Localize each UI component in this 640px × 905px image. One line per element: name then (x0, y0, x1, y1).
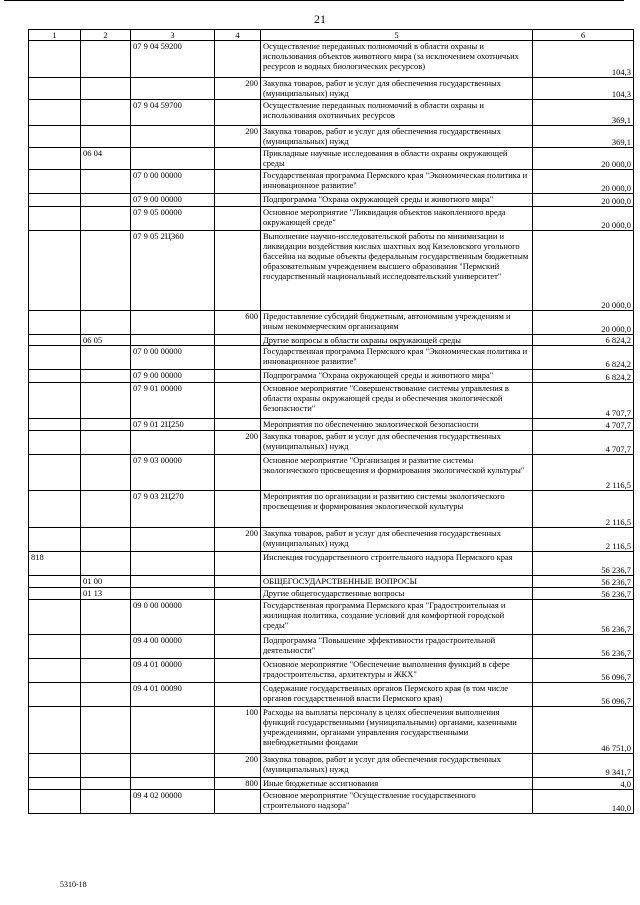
subsection-code-cell (81, 78, 131, 100)
amount-cell: 20 000,0 (533, 148, 634, 170)
description-cell: Закупка товаров, работ и услуг для обеспечения государственных (муниципальных) нужд (261, 431, 533, 455)
description-cell: Закупка товаров, работ и услуг для обеспечения государственных (муниципальных) нужд (261, 754, 533, 778)
subsection-code-cell (81, 100, 131, 126)
expense-type-cell (215, 370, 261, 383)
expense-type-cell: 800 (215, 778, 261, 790)
table-row (29, 778, 634, 790)
expense-type-cell: 200 (215, 431, 261, 455)
description-cell: Подпрограмма "Повышение эффективности градостроительной деятельности" (261, 635, 533, 659)
expense-type-cell (215, 455, 261, 491)
description-cell: Основное мероприятие "Осуществление государственного строительного надзора" (261, 790, 533, 814)
amount-cell: 104,3 (533, 41, 634, 78)
subsection-code-cell (81, 383, 131, 419)
description-cell: Основное мероприятие "Ликвидация объектов накопленного вреда окружающей среде" (261, 207, 533, 231)
amount-cell: 56 236,7 (533, 588, 634, 600)
description-cell: Предоставление субсидий бюджетным, автономным учреждениям и иным некоммерческим организациям (261, 311, 533, 335)
table-row (29, 419, 634, 431)
table-row (29, 335, 634, 346)
subsection-code-cell: 01 13 (81, 588, 131, 600)
section-code-cell (29, 126, 81, 148)
target-article-cell: 07 9 03 2Ц270 (131, 491, 215, 528)
target-article-cell (131, 778, 215, 790)
subsection-code-cell: 01 00 (81, 576, 131, 588)
target-article-cell: 07 9 05 00000 (131, 207, 215, 231)
expense-type-cell: 200 (215, 78, 261, 100)
table-row (29, 754, 634, 778)
subsection-code-cell (81, 126, 131, 148)
target-article-cell: 09 4 01 00000 (131, 659, 215, 683)
table-row (29, 41, 634, 78)
amount-cell: 6 824,2 (533, 370, 634, 383)
target-article-cell: 07 9 04 59700 (131, 100, 215, 126)
section-code-cell (29, 600, 81, 635)
header-cell: 4 (215, 30, 261, 41)
section-code-cell (29, 431, 81, 455)
target-article-cell (131, 78, 215, 100)
table-row (29, 528, 634, 552)
table-row (29, 576, 634, 588)
amount-cell: 56 096,7 (533, 683, 634, 707)
section-code-cell (29, 194, 81, 207)
expense-type-cell (215, 194, 261, 207)
expense-type-cell (215, 588, 261, 600)
subsection-code-cell (81, 491, 131, 528)
page-number: 21 (314, 12, 326, 26)
target-article-cell (131, 754, 215, 778)
section-code-cell (29, 491, 81, 528)
subsection-code-cell (81, 552, 131, 576)
amount-cell: 369,1 (533, 100, 634, 126)
table-row (29, 207, 634, 231)
expense-type-cell (215, 170, 261, 194)
section-code-cell (29, 707, 81, 754)
header-cell: 1 (29, 30, 81, 41)
expense-type-cell (215, 491, 261, 528)
table-row (29, 635, 634, 659)
section-code-cell (29, 335, 81, 346)
header-cell: 2 (81, 30, 131, 41)
subsection-code-cell (81, 778, 131, 790)
target-article-cell: 07 0 00 00000 (131, 170, 215, 194)
subsection-code-cell (81, 455, 131, 491)
description-cell: Государственная программа Пермского края "Экономическая политика и инновационное развитие" (261, 170, 533, 194)
expense-type-cell (215, 383, 261, 419)
expense-type-cell (215, 41, 261, 78)
target-article-cell (131, 588, 215, 600)
subsection-code-cell (81, 170, 131, 194)
expense-type-cell: 200 (215, 126, 261, 148)
amount-cell: 20 000,0 (533, 311, 634, 335)
section-code-cell (29, 754, 81, 778)
section-code-cell (29, 78, 81, 100)
amount-cell: 56 096,7 (533, 659, 634, 683)
description-cell: ОБЩЕГОСУДАРСТВЕННЫЕ ВОПРОСЫ (261, 576, 533, 588)
section-code-cell (29, 383, 81, 419)
section-code-cell (29, 778, 81, 790)
target-article-cell (131, 707, 215, 754)
amount-cell: 46 751,0 (533, 707, 634, 754)
subsection-code-cell: 06 05 (81, 335, 131, 346)
description-cell: Государственная программа Пермского края "Экономическая политика и инновационное развитие" (261, 346, 533, 370)
table-row (29, 311, 634, 335)
description-cell: Мероприятия по обеспечению экологической безопасности (261, 419, 533, 431)
expense-type-cell (215, 419, 261, 431)
section-code-cell: 818 (29, 552, 81, 576)
section-code-cell (29, 346, 81, 370)
section-code-cell (29, 635, 81, 659)
table-row (29, 383, 634, 419)
amount-cell: 20 000,0 (533, 207, 634, 231)
amount-cell: 9 341,7 (533, 754, 634, 778)
description-cell: Государственная программа Пермского края "Градостроительная и жилищная политика, создание условий для комфортной городской среды" (261, 600, 533, 635)
section-code-cell (29, 41, 81, 78)
header-cell: 3 (131, 30, 215, 41)
amount-cell: 2 116,5 (533, 491, 634, 528)
amount-cell: 2 116,5 (533, 455, 634, 491)
table-row (29, 370, 634, 383)
description-cell: Основное мероприятие "Обеспечение выполнения функций в сфере градостроительства, архитектуры и ЖКХ" (261, 659, 533, 683)
table-row (29, 100, 634, 126)
section-code-cell (29, 576, 81, 588)
subsection-code-cell (81, 346, 131, 370)
amount-cell: 4 707,7 (533, 383, 634, 419)
table-row (29, 659, 634, 683)
target-article-cell (131, 335, 215, 346)
description-cell: Основное мероприятие "Организация и развитие системы экологического просвещения и формирования экологической культуры" (261, 455, 533, 491)
target-article-cell (131, 311, 215, 335)
table-row (29, 231, 634, 311)
expense-type-cell (215, 335, 261, 346)
target-article-cell: 07 9 05 2Ц360 (131, 231, 215, 311)
amount-cell: 4 707,7 (533, 419, 634, 431)
subsection-code-cell (81, 419, 131, 431)
expense-type-cell (215, 635, 261, 659)
amount-cell: 56 236,7 (533, 576, 634, 588)
expense-type-cell (215, 683, 261, 707)
header-cell: 6 (533, 30, 634, 41)
section-code-cell (29, 370, 81, 383)
target-article-cell: 07 9 03 00000 (131, 455, 215, 491)
section-code-cell (29, 455, 81, 491)
table-row (29, 790, 634, 814)
target-article-cell: 09 0 00 00000 (131, 600, 215, 635)
subsection-code-cell (81, 754, 131, 778)
description-cell: Закупка товаров, работ и услуг для обеспечения государственных (муниципальных) нужд (261, 78, 533, 100)
amount-cell: 369,1 (533, 126, 634, 148)
subsection-code-cell (81, 311, 131, 335)
subsection-code-cell (81, 370, 131, 383)
target-article-cell: 07 9 04 59200 (131, 41, 215, 78)
description-cell: Подпрограмма "Охрана окружающей среды и животного мира" (261, 370, 533, 383)
description-cell: Другие вопросы в области охраны окружающей среды (261, 335, 533, 346)
description-cell: Другие общегосударственные вопросы (261, 588, 533, 600)
table-row (29, 170, 634, 194)
description-cell: Инспекция государственного строительного надзора Пермского края (261, 552, 533, 576)
amount-cell: 56 236,7 (533, 552, 634, 576)
target-article-cell: 07 9 01 00000 (131, 383, 215, 419)
target-article-cell: 09 4 02 00000 (131, 790, 215, 814)
table-row (29, 194, 634, 207)
amount-cell: 2 116,5 (533, 528, 634, 552)
expense-type-cell: 100 (215, 707, 261, 754)
target-article-cell (131, 528, 215, 552)
amount-cell: 20 000,0 (533, 194, 634, 207)
section-code-cell (29, 790, 81, 814)
expense-type-cell (215, 231, 261, 311)
expense-type-cell: 600 (215, 311, 261, 335)
subsection-code-cell (81, 659, 131, 683)
expense-type-cell (215, 659, 261, 683)
section-code-cell (29, 659, 81, 683)
target-article-cell: 07 0 00 00000 (131, 346, 215, 370)
table-row (29, 78, 634, 100)
target-article-cell: 07 9 01 2Ц250 (131, 419, 215, 431)
subsection-code-cell (81, 600, 131, 635)
amount-cell: 4 707,7 (533, 431, 634, 455)
amount-cell: 140,0 (533, 790, 634, 814)
expense-type-cell: 200 (215, 528, 261, 552)
description-cell: Содержание государственных органов Пермского края (в том числе органов государственной власти Пермского края) (261, 683, 533, 707)
target-article-cell (131, 576, 215, 588)
description-cell: Расходы на выплаты персоналу в целях обеспечения выполнения функций государственными (муниципальными) органами, казенными учреждениями, органами управления государственными внебюджетными фондами (261, 707, 533, 754)
subsection-code-cell (81, 231, 131, 311)
description-cell: Закупка товаров, работ и услуг для обеспечения государственных (муниципальных) нужд (261, 528, 533, 552)
section-code-cell (29, 148, 81, 170)
table-row (29, 683, 634, 707)
target-article-cell (131, 148, 215, 170)
amount-cell: 104,3 (533, 78, 634, 100)
table-row (29, 552, 634, 576)
header-row (29, 30, 634, 41)
description-cell: Осуществление переданных полномочий в области охраны и использования охотничьих ресурсов (261, 100, 533, 126)
table-row (29, 126, 634, 148)
target-article-cell: 09 4 01 00090 (131, 683, 215, 707)
top-rule (4, 0, 624, 1)
amount-cell: 6 824,2 (533, 346, 634, 370)
budget-table (28, 29, 634, 814)
expense-type-cell (215, 100, 261, 126)
subsection-code-cell (81, 431, 131, 455)
target-article-cell: 09 4 00 00000 (131, 635, 215, 659)
expense-type-cell (215, 346, 261, 370)
description-cell: Мероприятия по организации и развитию системы экологического просвещения и формирования экологической культуры (261, 491, 533, 528)
section-code-cell (29, 207, 81, 231)
target-article-cell (131, 431, 215, 455)
subsection-code-cell (81, 635, 131, 659)
expense-type-cell: 200 (215, 754, 261, 778)
expense-type-cell (215, 552, 261, 576)
header-cell: 5 (261, 30, 533, 41)
description-cell: Подпрограмма "Охрана окружающей среды и животного мира" (261, 194, 533, 207)
description-cell: Прикладные научные исследования в области охраны окружающей среды (261, 148, 533, 170)
amount-cell: 20 000,0 (533, 231, 634, 311)
expense-type-cell (215, 576, 261, 588)
target-article-cell (131, 126, 215, 148)
expense-type-cell (215, 148, 261, 170)
amount-cell: 4,0 (533, 778, 634, 790)
subsection-code-cell (81, 528, 131, 552)
expense-type-cell (215, 600, 261, 635)
amount-cell: 56 236,7 (533, 635, 634, 659)
subsection-code-cell (81, 194, 131, 207)
target-article-cell: 07 9 00 00000 (131, 194, 215, 207)
section-code-cell (29, 100, 81, 126)
description-cell: Основное мероприятие "Совершенствование системы управления в области охраны окружающей среды и обеспечения экологической безопасности" (261, 383, 533, 419)
section-code-cell (29, 311, 81, 335)
section-code-cell (29, 170, 81, 194)
table-row (29, 148, 634, 170)
target-article-cell (131, 552, 215, 576)
description-cell: Закупка товаров, работ и услуг для обеспечения государственных (муниципальных) нужд (261, 126, 533, 148)
amount-cell: 6 824,2 (533, 335, 634, 346)
section-code-cell (29, 231, 81, 311)
amount-cell: 20 000,0 (533, 170, 634, 194)
description-cell: Иные бюджетные ассигнования (261, 778, 533, 790)
expense-type-cell (215, 207, 261, 231)
subsection-code-cell (81, 207, 131, 231)
table-row (29, 491, 634, 528)
subsection-code-cell: 06 04 (81, 148, 131, 170)
document-code: 5310-18 (60, 880, 87, 889)
subsection-code-cell (81, 707, 131, 754)
description-cell: Осуществление переданных полномочий в области охраны и использования объектов животного мира (за исключением охотничьих ресурсов и водных биологических ресурсов) (261, 41, 533, 78)
section-code-cell (29, 683, 81, 707)
table-row (29, 707, 634, 754)
subsection-code-cell (81, 683, 131, 707)
subsection-code-cell (81, 790, 131, 814)
section-code-cell (29, 419, 81, 431)
table-row (29, 431, 634, 455)
table-row (29, 455, 634, 491)
section-code-cell (29, 528, 81, 552)
subsection-code-cell (81, 41, 131, 78)
description-cell: Выполнение научно-исследовательской работы по минимизации и ликвидации воздействия кислых шахтных вод Кизеловского угольного бассейна на водные объекты федеральным государственным бюджетным образовательным учреждением высшего образования "Пермский государственный национальный исследовательский университет" (261, 231, 533, 311)
table-row (29, 600, 634, 635)
amount-cell: 56 236,7 (533, 600, 634, 635)
expense-type-cell (215, 790, 261, 814)
table-row (29, 346, 634, 370)
target-article-cell: 07 9 00 00000 (131, 370, 215, 383)
table-row (29, 588, 634, 600)
section-code-cell (29, 588, 81, 600)
